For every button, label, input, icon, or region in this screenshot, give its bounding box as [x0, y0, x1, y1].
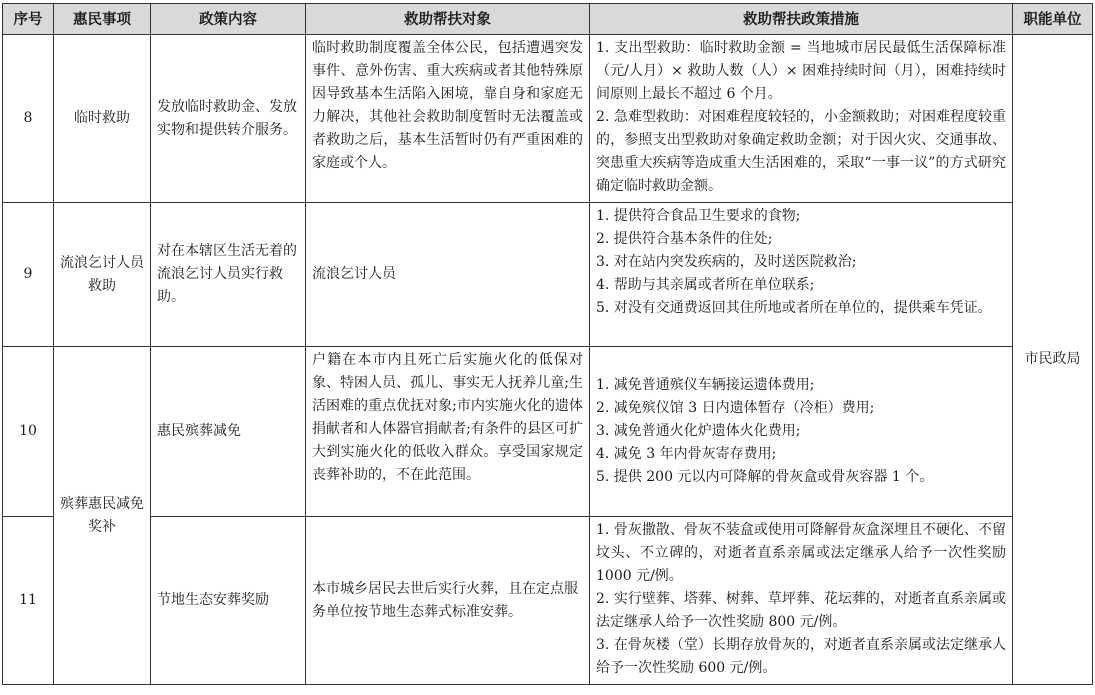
row-item: 临时救助	[54, 35, 151, 203]
header-row	[3, 4, 1093, 35]
row-content: 节地生态安葬奖励	[151, 517, 306, 685]
table-row	[3, 347, 1093, 517]
row-measures	[590, 203, 1013, 347]
measure-line: 3. 对在站内突发疾病的，及时送医院救治;	[596, 254, 857, 270]
row-number: 11	[3, 517, 54, 685]
header-target: 救助帮扶对象	[306, 4, 590, 35]
row-number: 9	[3, 203, 54, 347]
measure-line: 1. 提供符合食品卫生要求的食物;	[596, 208, 801, 224]
row-measures	[590, 517, 1013, 685]
header-unit: 职能单位	[1013, 4, 1093, 35]
row-item: 殡葬惠民减免奖补	[54, 347, 151, 685]
measure-line: 5. 提供 200 元以内可降解的骨灰盒或骨灰容器 1 个。	[596, 469, 934, 485]
row-number: 8	[3, 35, 54, 203]
row-measures	[590, 35, 1013, 203]
row-content: 对在本辖区生活无着的流浪乞讨人员实行救助。	[151, 203, 306, 347]
responsible-unit: 市民政局	[1013, 35, 1093, 685]
measure-line: 3. 在骨灰楼（堂）长期存放骨灰的，对逝者直系亲属或法定继承人给予一次性奖励 600 元/例。	[596, 637, 1006, 676]
measure-line: 1. 支出型救助：临时救助金额 = 当地城市居民最低生活保障标准（元/人月）× 救助人数（人）× 困难持续时间（月），困难持续时间原则上最长不超过 6 个月。	[596, 40, 1006, 102]
table-row	[3, 517, 1093, 685]
measure-line: 2. 减免殡仪馆 3 日内遗体暂存（冷柜）费用;	[596, 400, 875, 416]
measure-line: 2. 实行壁葬、塔葬、树葬、草坪葬、花坛葬的，对逝者直系亲属或法定继承人给予一次性奖励 800 元/例。	[596, 591, 1006, 630]
header-no: 序号	[3, 4, 54, 35]
measure-line: 1. 骨灰撒散、骨灰不装盒或使用可降解骨灰盒深埋且不硬化、不留坟头、不立碑的，对逝者直系亲属或法定继承人给予一次性奖励 1000 元/例。	[596, 522, 1006, 584]
measure-line: 2. 急难型救助：对困难程度较轻的，小金额救助；对困难程度较重的，参照支出型救助对象确定救助金额；对于因火灾、交通事故、突患重大疾病等造成重大生活困难的，采取“一事一议”的方式研究确定临时救助金额。	[596, 109, 1006, 194]
row-measures	[590, 347, 1013, 517]
measure-line: 3. 减免普通火化炉遗体火化费用;	[596, 423, 801, 439]
row-target: 流浪乞讨人员	[306, 203, 590, 347]
measure-line: 5. 对没有交通费返回其住所地或者所在单位的，提供乘车凭证。	[596, 300, 992, 316]
header-measures: 救助帮扶政策措施	[590, 4, 1013, 35]
row-content: 发放临时救助金、发放实物和提供转介服务。	[151, 35, 306, 203]
header-item: 惠民事项	[54, 4, 151, 35]
table-row	[3, 203, 1093, 347]
table-row	[3, 35, 1093, 203]
row-target: 临时救助制度覆盖全体公民，包括遭遇突发事件、意外伤害、重大疾病或者其他特殊原因导致基本生活陷入困境，靠自身和家庭无力解决，其他社会救助制度暂时无法覆盖或者救助之后，基本生活暂时仍有严重困难的家庭或个人。	[306, 35, 590, 203]
row-number: 10	[3, 347, 54, 517]
measure-line: 4. 减免 3 年内骨灰寄存费用;	[596, 446, 777, 462]
measure-line: 4. 帮助与其亲属或者所在单位联系;	[596, 277, 815, 293]
measure-line: 1. 减免普通殡仪车辆接运遗体费用;	[596, 377, 815, 393]
measure-line: 2. 提供符合基本条件的住处;	[596, 231, 773, 247]
row-target: 户籍在本市内且死亡后实施火化的低保对象、特困人员、孤儿、事实无人抚养儿童;生活困难的重点优抚对象;市内实施火化的遗体捐献者和人体器官捐献者;有条件的县区可扩大到实施火化的低收入群众。享受国家规定丧葬补助的，不在此范围。	[306, 347, 590, 517]
row-target: 本市城乡居民去世后实行火葬，且在定点服务单位按节地生态葬式标准安葬。	[306, 517, 590, 685]
row-content: 惠民殡葬减免	[151, 347, 306, 517]
row-item: 流浪乞讨人员救助	[54, 203, 151, 347]
header-content: 政策内容	[151, 4, 306, 35]
policy-table	[2, 3, 1093, 685]
